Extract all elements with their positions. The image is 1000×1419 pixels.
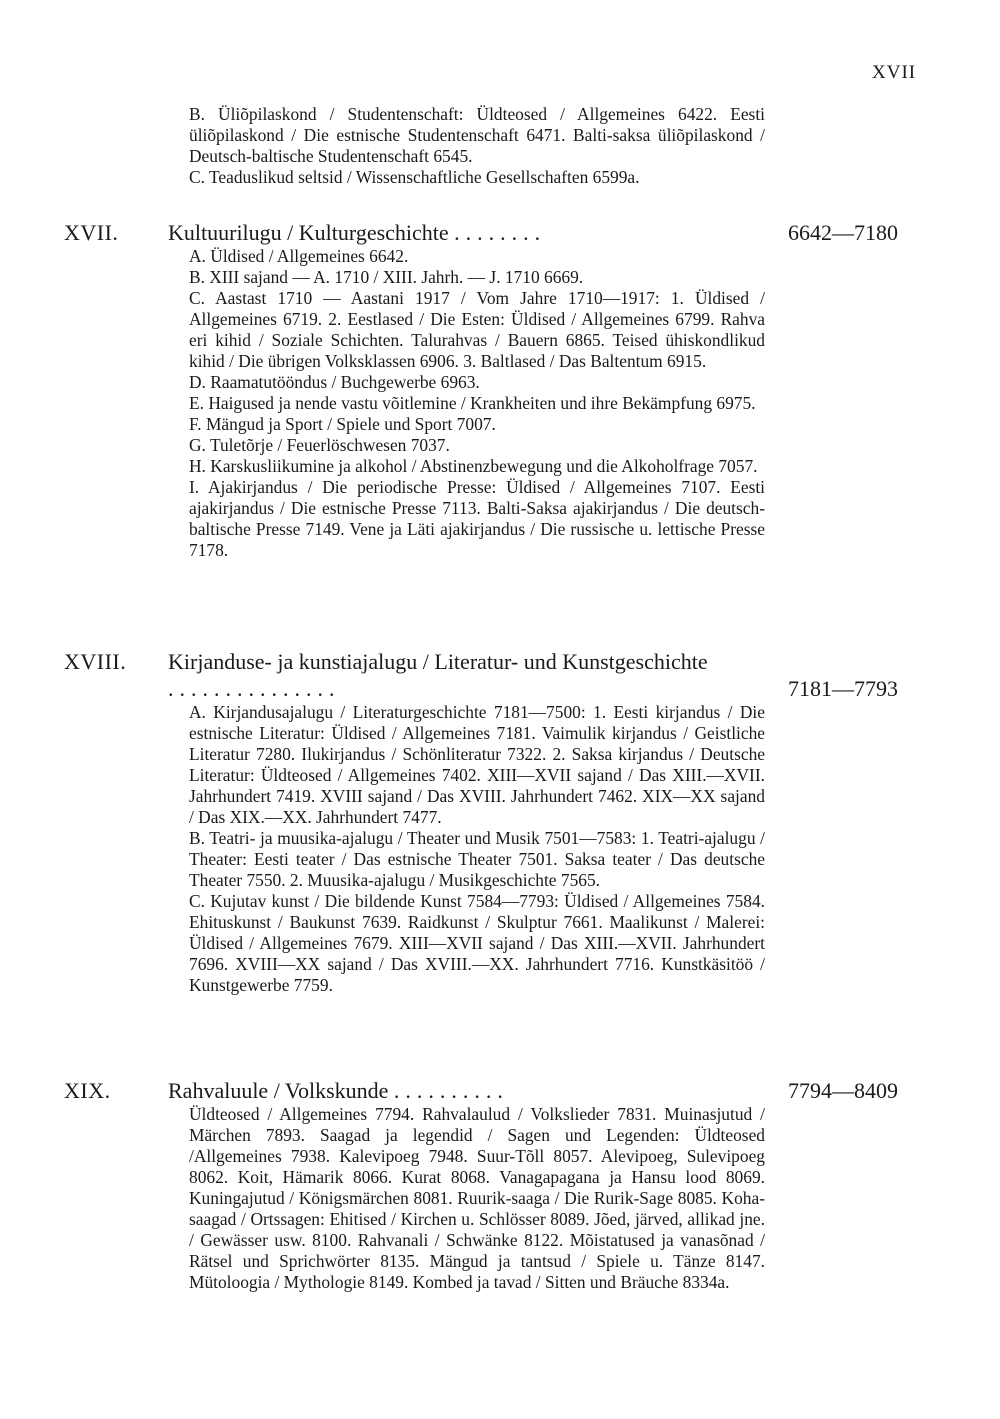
entry-paragraph: G. Tuletõrje / Feuerlöschwesen 7037.	[189, 435, 450, 455]
entry-paragraph: F. Mängud ja Sport / Spiele und Sport 7007.	[189, 414, 496, 434]
section-number: XVIII.	[64, 649, 127, 674]
section-range: 6642—7180	[788, 220, 898, 245]
entry-paragraph: B. Üliõpilaskond / Studentenschaft: Üldteosed / Allgemeines 6422. Eesti üliõpilaskond / Die estnische Studentenschaft 6471. Balti-saksa üliõpilaskond / Deutsch-baltische Studentenschaft 6545.	[189, 104, 765, 166]
entry-paragraph: C. Kujutav kunst / Die bildende Kunst 7584—7793: Üldised / Allgemeines 7584. Ehituskunst / Baukunst 7639. Raidkunst / Skulptur 7661. Maalikunst / Malerei: Üldised / Allgemeines 7679. XIII—XVII sajand / Das XIII.—XVII. Jahrhundert 7696. XVIII—XX sajand / Das XVIII.—XX. Jahrhundert 7716. Kunstkäsitöö / Kunstgewerbe 7759.	[189, 891, 765, 995]
section-range: 7181—7793	[788, 676, 898, 701]
leader-dots: ..........	[393, 1078, 509, 1103]
entry-paragraph: C. Teaduslikud seltsid / Wissenschaftliche Gesellschaften 6599a.	[189, 167, 640, 187]
section-range: 7794—8409	[788, 1078, 898, 1103]
section-body	[189, 702, 765, 996]
section-number: XIX.	[64, 1078, 111, 1103]
leader-dots: ........	[454, 220, 547, 245]
entry-paragraph: E. Haigused ja nende vastu võitlemine / Krankheiten und ihre Bekämpfung 6975.	[189, 393, 756, 413]
section-title	[168, 219, 758, 246]
pre-entries	[189, 104, 765, 188]
entry-paragraph: D. Raamatutööndus / Buchgewerbe 6963.	[189, 372, 480, 392]
entry-paragraph: H. Karskusliikumine ja alkohol / Abstinenzbewegung und die Alkoholfrage 7057.	[189, 456, 758, 476]
section-title-text: Kirjanduse- ja kunstiajalugu / Literatur- und Kunstgeschichte	[168, 649, 708, 674]
entry-paragraph: B. Teatri- ja muusika-ajalugu / Theater und Musik 7501—7583: 1. Teatri-ajalugu / Theater: Eesti teater / Das estnische Theater 7501. Saksa teater / Das deutsche Theater 7550. 2. Muusika-ajalugu / Musikgeschichte 7565.	[189, 828, 765, 890]
section-body	[189, 246, 765, 561]
page-number: XVII	[872, 62, 917, 83]
section-title-text: Rahvaluule / Volkskunde	[168, 1078, 389, 1103]
entry-paragraph: B. XIII sajand — A. 1710 / XIII. Jahrh. — J. 1710 6669.	[189, 267, 584, 287]
entry-paragraph: Üldteosed / Allgemeines 7794. Rahvalaulud / Volkslieder 7831. Muinasjutud / Märchen 7893. Saagad ja legendid / Sagen und Legenden: Üldteosed /Allgemeines 7938. Kalevipoeg 7948. Suur-Tõll 8057. Alevipoeg, Sulevipoeg 8062. Koit, Hämarik 8066. Kurat 8068. Vanagapagana ja Hansu lood 8069. Kuningajutud / Königsmärchen 8081. Ruurik-saaga / Die Rurik-Sage 8085. Koha-saagad / Ortssagen: Ehitised / Kirchen u. Schlösser 8089. Jõed, järved, allikad jne. / Gewässer usw. 8100. Rahvanali / Schwänke 8122. Mõistatused ja vanasõnad / Rätsel und Sprichwörter 8135. Mängud ja tantsud / Spiele u. Tänze 8147. Mütoloogia / Mythologie 8149. Kombed ja tavad / Sitten und Bräuche 8334a.	[189, 1104, 765, 1292]
section-title	[168, 1077, 758, 1104]
section-title	[168, 648, 758, 702]
leader-dots: ...............	[168, 676, 341, 701]
entry-paragraph: A. Üldised / Allgemeines 6642.	[189, 246, 409, 266]
section-title-text: Kultuurilugu / Kulturgeschichte	[168, 220, 449, 245]
entry-paragraph: I. Ajakirjandus / Die periodische Presse: Üldised / Allgemeines 7107. Eesti ajakirjandus / Die estnische Presse 7113. Balti-Saksa ajakirjandus / Die deutsch-baltische Presse 7149. Vene ja Läti ajakirjandus / Die russische u. lettische Presse 7178.	[189, 477, 765, 560]
section-number: XVII.	[64, 220, 119, 245]
section-body	[189, 1104, 765, 1293]
entry-paragraph: A. Kirjandusajalugu / Literaturgeschichte 7181—7500: 1. Eesti kirjandus / Die estnische Literatur: Üldised / Allgemeines 7181. Vaimulik kirjandus / Geistliche Literatur 7280. Ilukirjandus / Schönliteratur 7322. 2. Saksa kirjandus / Deutsche Literatur: Üldteosed / Allgemeines 7402. XIII—XVII sajand / Das XIII.—XVII. Jahrhundert 7419. XVIII sajand / Das XVIII. Jahrhundert 7462. XIX—XX sajand / Das XIX.—XX. Jahrhundert 7477.	[189, 702, 765, 827]
entry-paragraph: C. Aastast 1710 — Aastani 1917 / Vom Jahre 1710—1917: 1. Üldised / Allgemeines 6719. 2. Eestlased / Die Esten: Üldised / Allgemeines 6799. Rahva eri kihid / Soziale Schichten. Talurahvas / Bauern 6865. Teised ühiskondlikud kihid / Die übrigen Volksklassen 6906. 3. Baltlased / Das Baltentum 6915.	[189, 288, 765, 371]
